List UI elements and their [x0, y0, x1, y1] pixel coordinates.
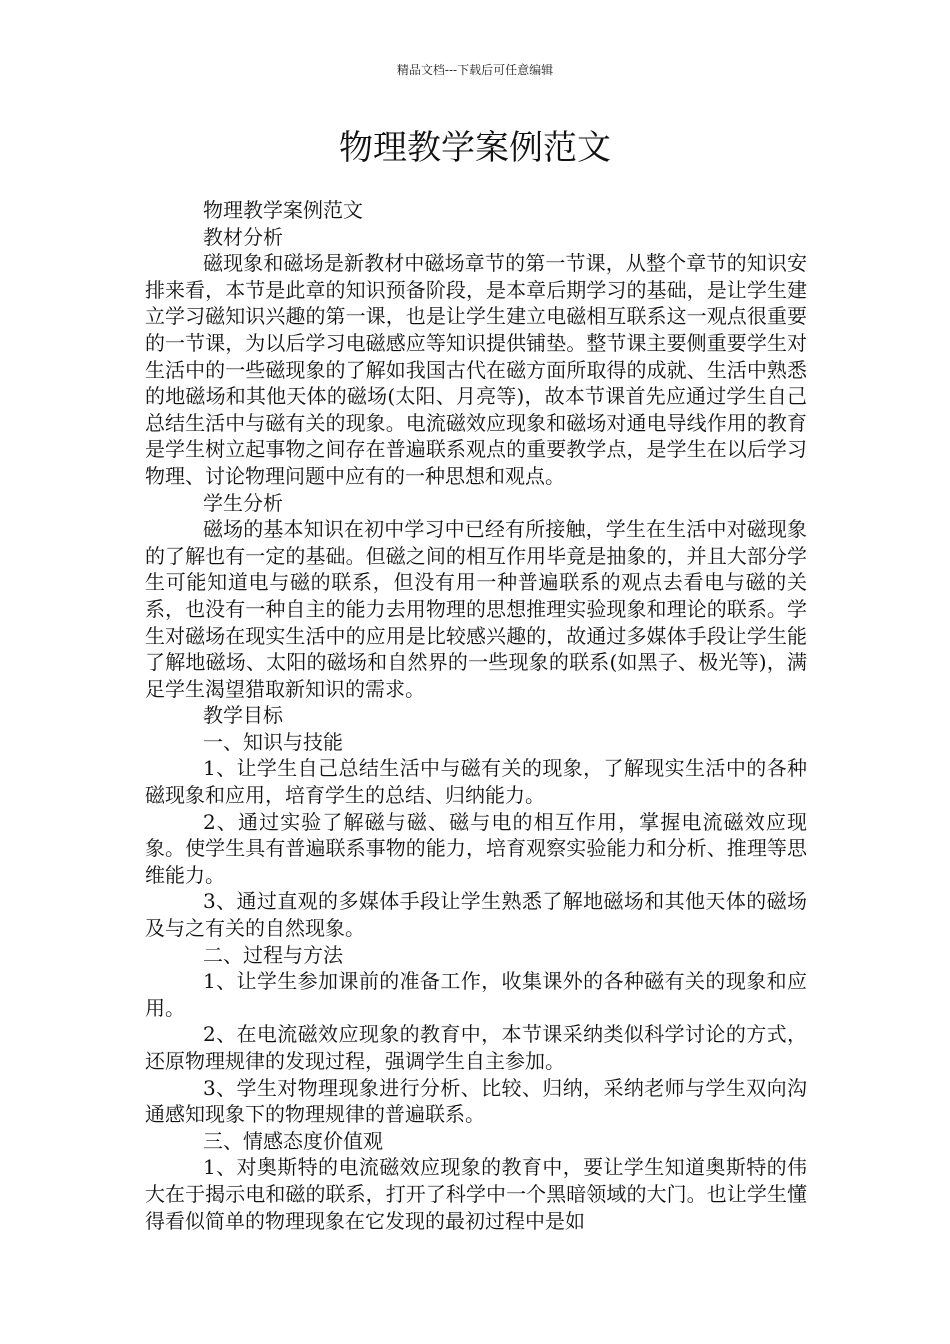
body-subtitle: 物理教学案例范文 — [203, 198, 363, 222]
list-item: 3、学生对物理现象进行分析、比较、归纳，采纳老师与学生双向沟通感知现象下的物理规律的普遍联系。 — [145, 1075, 807, 1127]
section-heading-student-analysis: 学生分析 — [203, 490, 283, 515]
document-body — [145, 197, 807, 1234]
header-note: 精品文档---下载后可任意编辑 — [396, 63, 554, 77]
list-item: 1、对奥斯特的电流磁效应现象的教育中，要让学生知道奥斯特的伟大在于揭示电和磁的联系，打开了科学中一个黑暗领域的大门。也让学生懂得看似简单的物理现象在它发现的最初过程中是如 — [145, 1155, 807, 1233]
paragraph-student-analysis: 磁场的基本知识在初中学习中已经有所接触，学生在生活中对磁现象的了解也有一定的基础。但磁之间的相互作用毕竟是抽象的，并且大部分学生可能知道电与磁的联系，但没有用一种普遍联系的观点去看电与磁的关系，也没有一种自主的能力去用物理的思想推理实验现象和理论的联系。学生对磁场在现实生活中的应用是比较感兴趣的，故通过多媒体手段让学生能了解地磁场、太阳的磁场和自然界的一些现象的联系(如黑子、极光等)，满足学生渴望猎取新知识的需求。 — [145, 517, 807, 701]
paragraph-textbook-analysis: 磁现象和磁场是新教材中磁场章节的第一节课，从整个章节的知识安排来看，本节是此章的知识预备阶段，是本章后期学习的基础，是让学生建立学习磁知识兴趣的第一课，也是让学生建立电磁相互联系这一观点很重要的一节课，为以后学习电磁感应等知识提供铺垫。整节课主要侧重要学生对生活中的一些磁现象的了解如我国古代在磁方面所取得的成就、生活中熟悉的地磁场和其他天体的磁场(太阳、月亮等)，故本节课首先应通过学生自己总结生活中与磁有关的现象。电流磁效应现象和磁场对通电导线作用的教育是学生树立起事物之间存在普遍联系观点的重要教学点，是学生在以后学习物理、讨论物理问题中应有的一种思想和观点。 — [145, 251, 807, 488]
list-item: 3、通过直观的多媒体手段让学生熟悉了解地磁场和其他天体的磁场及与之有关的自然现象。 — [145, 889, 807, 941]
document-title: 物理教学案例范文 — [339, 128, 611, 168]
section-heading-textbook-analysis: 教材分析 — [203, 224, 283, 249]
list-item: 1、让学生参加课前的准备工作，收集课外的各种磁有关的现象和应用。 — [145, 969, 807, 1020]
list-item: 2、通过实验了解磁与磁、磁与电的相互作用，掌握电流磁效应现象。使学生具有普遍联系事物的能力，培育观察实验能力和分析、推理等思维能力。 — [145, 809, 807, 887]
subheading-knowledge-skills: 一、知识与技能 — [203, 729, 343, 754]
list-item: 2、在电流磁效应现象的教育中，本节课采纳类似科学讨论的方式，还原物理规律的发现过程，强调学生自主参加。 — [145, 1022, 807, 1073]
section-heading-teaching-goals: 教学目标 — [203, 703, 283, 728]
subheading-emotion-values: 三、情感态度价值观 — [203, 1128, 383, 1153]
subheading-process-methods: 二、过程与方法 — [203, 942, 343, 967]
list-item: 1、让学生自己总结生活中与磁有关的现象，了解现实生活中的各种磁现象和应用，培育学生的总结、归纳能力。 — [145, 756, 807, 808]
